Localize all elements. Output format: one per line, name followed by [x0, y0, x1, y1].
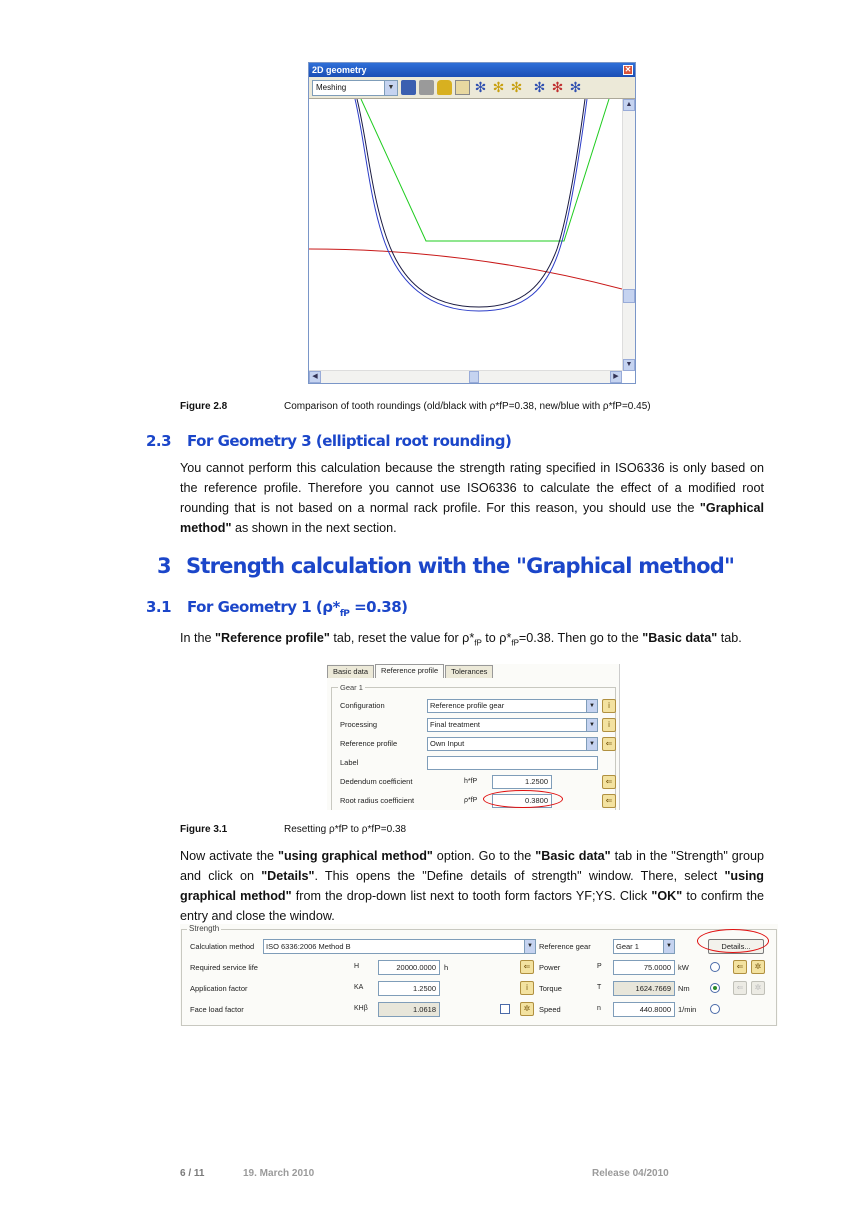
tab-basic-data[interactable]: Basic data	[327, 665, 374, 678]
vertical-scroll-thumb[interactable]	[623, 289, 635, 303]
power-input[interactable]: 75.0000	[613, 960, 675, 975]
arrow-left-icon[interactable]: ⇐	[520, 960, 534, 974]
root-radius-input[interactable]: 0.3800	[492, 794, 552, 808]
gear-1-group	[331, 683, 616, 810]
gear-icon[interactable]: ✻	[551, 79, 564, 95]
vertical-scrollbar[interactable]	[622, 99, 635, 371]
label-label: Label	[340, 758, 359, 767]
power-label: Power	[539, 963, 561, 972]
gear-icon[interactable]: ✻	[533, 79, 546, 95]
footer-release: Release 04/2010	[592, 1168, 669, 1179]
horizontal-scrollbar[interactable]	[309, 370, 622, 383]
face-load-factor-input: 1.0618	[378, 1002, 440, 1017]
application-factor-input[interactable]: 1.2500	[378, 981, 440, 996]
view-select-value: Meshing	[316, 82, 347, 92]
bold-run: "Reference profile"	[215, 631, 330, 645]
bold-run: "OK"	[651, 889, 683, 903]
tab-reference-profile[interactable]: Reference profile	[375, 664, 444, 678]
save-icon[interactable]	[401, 80, 416, 95]
reference-profile-value: Own Input	[430, 739, 465, 748]
text-run: option. Go to the	[432, 849, 536, 863]
info-icon[interactable]: i	[602, 699, 616, 713]
application-factor-symbol: KA	[354, 984, 364, 991]
service-life-unit: h	[444, 963, 449, 972]
geometry-window	[308, 62, 636, 384]
face-load-factor-symbol: KHβ	[354, 1005, 368, 1012]
sun-icon: ✲	[751, 981, 765, 995]
reference-profile-dialog	[327, 664, 620, 810]
figure-number: Figure 3.1	[180, 824, 228, 835]
configuration-value: Reference profile gear	[430, 701, 505, 710]
service-life-input[interactable]: 20000.0000	[378, 960, 440, 975]
torque-unit: Nm	[678, 984, 690, 993]
text-run: In the	[180, 631, 216, 645]
details-button[interactable]: Details...	[708, 939, 764, 954]
calc-method-label: Calculation method	[190, 942, 255, 951]
page-number: 6 / 11	[180, 1168, 205, 1179]
text-run: to ρ*	[481, 631, 512, 645]
reference-profile-label: Reference profile	[340, 739, 398, 748]
subscript: fP	[474, 638, 482, 648]
horizontal-scroll-thumb[interactable]	[469, 371, 479, 383]
chevron-down-icon[interactable]: ▼	[524, 940, 535, 953]
power-radio[interactable]	[710, 962, 720, 972]
text-run: . This opens the "Define details of strength" window. There, select	[314, 869, 725, 883]
text-run: You cannot perform this calculation because the strength rating specified in ISO6336 is only based on the reference profile. Therefore you cannot use ISO6336 to calculate the effect of a modified root rounding that is not based on a normal rack profile. For this reason, you should use the	[180, 461, 764, 515]
highlight-ellipse	[483, 790, 563, 808]
group-legend: Strength	[189, 924, 220, 933]
processing-value: Final treatment	[430, 720, 481, 729]
bold-run: "Graphical method"	[180, 501, 764, 535]
chevron-down-icon[interactable]: ▼	[384, 81, 397, 95]
green-rack-curve	[361, 99, 609, 241]
geometry-canvas	[309, 99, 622, 371]
speed-input[interactable]: 440.8000	[613, 1002, 675, 1017]
window-toolbar	[309, 77, 635, 99]
red-circle-curve	[309, 249, 622, 289]
sun-icon[interactable]: ✲	[520, 1002, 534, 1016]
scroll-up-icon[interactable]: ▲	[623, 99, 635, 111]
section-number: 2.3	[146, 432, 172, 450]
text-run: to confirm the entry and close the window.	[180, 889, 765, 923]
arrow-left-icon[interactable]: ⇐	[733, 960, 747, 974]
processing-label: Processing	[340, 720, 378, 729]
chevron-down-icon[interactable]: ▼	[586, 700, 597, 712]
face-load-factor-row	[182, 1002, 778, 1017]
reference-gear-select[interactable]	[613, 939, 675, 954]
arrow-left-icon[interactable]: ⇐	[602, 775, 616, 789]
paragraph	[180, 846, 764, 926]
print-icon[interactable]	[419, 80, 434, 95]
text-run: tab.	[717, 631, 742, 645]
text-run: tab, reset the value for ρ*	[329, 631, 475, 645]
figure-text: Resetting ρ*fP to ρ*fP=0.38	[284, 824, 407, 835]
text-run: from the drop-down list next to tooth form factors YF;YS. Click	[291, 889, 652, 903]
title-run: For Geometry 1 (ρ*	[187, 598, 340, 616]
text-run: Now activate the	[180, 849, 278, 863]
highlight-ellipse	[697, 929, 769, 953]
info-icon[interactable]: i	[602, 718, 616, 732]
reference-gear-label: Reference gear	[539, 942, 591, 951]
section-title	[187, 598, 408, 619]
gear-icon[interactable]: ✻	[569, 79, 582, 95]
tooth-profile-plot	[309, 99, 622, 371]
chapter-title: Strength calculation with the "Graphical method"	[186, 554, 735, 578]
black-root-curve	[357, 99, 585, 307]
figure-number: Figure 2.8	[180, 401, 228, 412]
arrow-left-icon: ⇐	[733, 981, 747, 995]
footer-date: 19. March 2010	[243, 1168, 315, 1179]
close-icon[interactable]: ✕	[624, 65, 632, 74]
speed-radio[interactable]	[710, 1004, 720, 1014]
lock-icon[interactable]	[437, 80, 452, 95]
reference-profile-select[interactable]	[427, 737, 598, 751]
root-radius-symbol: ρ*fP	[464, 797, 478, 804]
subscript: fP	[511, 638, 519, 648]
view-select[interactable]	[312, 80, 398, 96]
chapter-number: 3	[157, 554, 171, 578]
service-life-label: Required service life	[190, 963, 258, 972]
application-factor-row	[182, 981, 778, 996]
calc-method-select[interactable]	[263, 939, 536, 954]
calc-method-value: ISO 6336:2006 Method B	[266, 942, 351, 951]
arrow-left-icon[interactable]: ⇐	[602, 794, 616, 808]
processing-select[interactable]	[427, 718, 598, 732]
strength-panel	[180, 924, 778, 1026]
tab-tolerances[interactable]: Tolerances	[445, 665, 493, 678]
arrow-left-icon[interactable]: ⇐	[602, 737, 616, 751]
root-radius-label: Root radius coefficient	[340, 796, 415, 805]
window-title: 2D geometry	[312, 65, 367, 75]
face-load-checkbox[interactable]	[500, 1004, 510, 1014]
paragraph	[180, 458, 764, 538]
power-unit: kW	[678, 963, 689, 972]
figure-caption	[180, 824, 680, 838]
chevron-down-icon[interactable]: ▼	[663, 940, 674, 953]
speed-label: Speed	[539, 1005, 561, 1014]
figure-text: Comparison of tooth roundings (old/black with ρ*fP=0.38, new/blue with ρ*fP=0.45)	[284, 401, 651, 412]
chevron-down-icon[interactable]: ▼	[586, 719, 597, 731]
service-life-row	[182, 960, 778, 975]
dedendum-symbol: h*fP	[464, 778, 478, 785]
calc-method-row	[182, 939, 778, 954]
properties-icon[interactable]	[455, 80, 470, 95]
bold-run: "Basic data"	[642, 631, 718, 645]
torque-symbol: T	[597, 984, 602, 991]
service-life-symbol: H	[354, 963, 360, 970]
speed-unit: 1/min	[678, 1005, 697, 1014]
gear-icon[interactable]: ✻	[492, 79, 505, 95]
configuration-select[interactable]	[427, 699, 598, 713]
speed-symbol: n	[597, 1005, 601, 1012]
figure-caption	[180, 401, 780, 415]
text-run: =0.38. Then go to the	[518, 631, 643, 645]
section-title: For Geometry 3 (elliptical root rounding)	[187, 432, 512, 450]
window-title-bar	[309, 63, 635, 77]
tab-strip	[327, 664, 494, 678]
bold-run: "Details"	[261, 869, 315, 883]
dedendum-input[interactable]: 1.2500	[492, 775, 552, 789]
scroll-down-icon[interactable]: ▼	[623, 359, 635, 371]
group-legend: Gear 1	[340, 683, 363, 692]
torque-label: Torque	[539, 984, 562, 993]
text-run: tab in the "Strength" group and click on	[180, 849, 764, 883]
torque-input: 1624.7669	[613, 981, 675, 996]
paragraph	[180, 628, 764, 654]
configuration-label: Configuration	[340, 701, 385, 710]
info-icon[interactable]: i	[520, 981, 534, 995]
chevron-down-icon[interactable]: ▼	[586, 738, 597, 750]
title-subscript: fP	[339, 609, 350, 619]
reference-gear-value: Gear 1	[616, 942, 639, 951]
torque-radio[interactable]	[710, 983, 720, 993]
blue-root-curve	[355, 99, 587, 311]
scroll-left-icon[interactable]: ◀	[309, 371, 321, 383]
section-number: 3.1	[146, 598, 172, 616]
application-factor-label: Application factor	[190, 984, 248, 993]
dedendum-label: Dedendum coefficient	[340, 777, 413, 786]
bold-run: "Basic data"	[535, 849, 611, 863]
text-run: as shown in the next section.	[231, 521, 397, 535]
power-symbol: P	[597, 963, 602, 970]
bold-run: "using graphical method"	[277, 849, 433, 863]
face-load-factor-label: Face load factor	[190, 1005, 244, 1014]
scroll-right-icon[interactable]: ▶	[610, 371, 622, 383]
strength-group	[181, 924, 777, 1026]
sun-icon[interactable]: ✲	[751, 960, 765, 974]
title-run: =0.38)	[349, 598, 408, 616]
bold-run: "using graphical method"	[180, 869, 764, 903]
gear-icon[interactable]: ✻	[474, 79, 487, 95]
label-input[interactable]	[427, 756, 598, 770]
gear-icon[interactable]: ✻	[510, 79, 523, 95]
